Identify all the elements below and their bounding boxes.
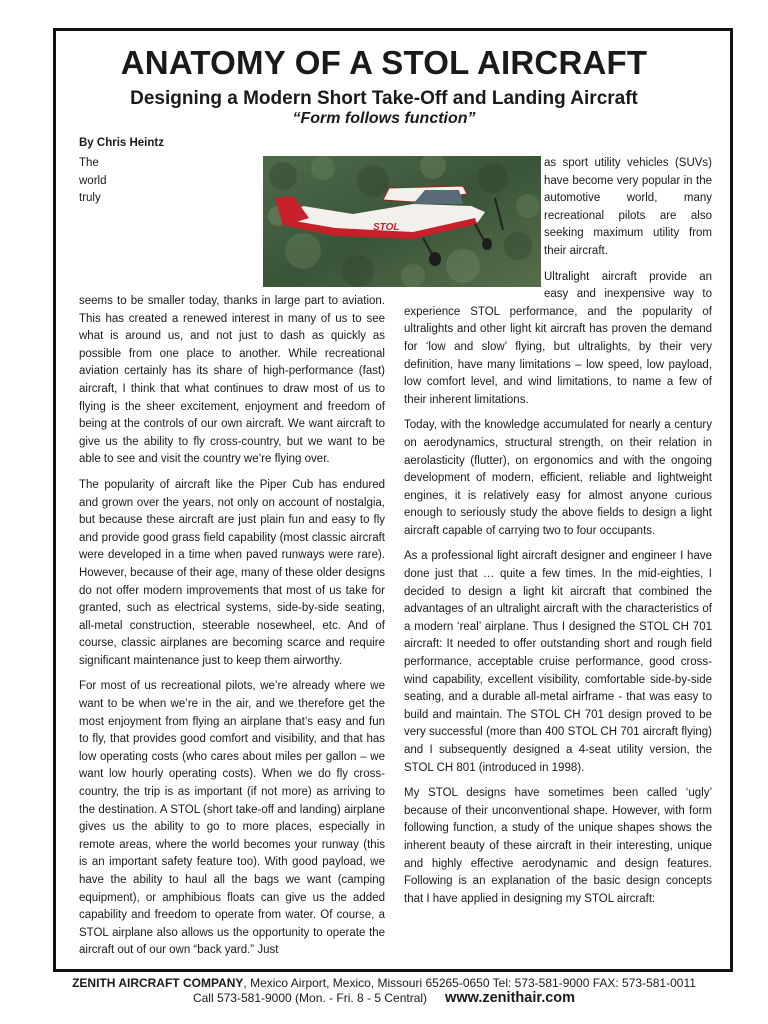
article-title: ANATOMY OF A STOL AIRCRAFT (120, 44, 648, 81)
left-paragraph-1: The world truly seems to be smaller today, thanks in large part to aviation. This has created a renewed interest in many of us to see what is around us, and not just to dash as quickly as possible from one place to another. While recreational aviation certainly has its share of high-performance (fast) aircraft, I think that what continues to draw most of us to flying is the sheer excitement, enjoyment and freedom of being at the controls of our own aircraft. We want aircraft to give us the ability to fly cross-country, but we want to be able to see and visit the country we’re flying over. (79, 157, 385, 466)
footer (0, 976, 768, 1006)
company-name: ZENITH AIRCRAFT COMPANY (72, 976, 244, 990)
right-paragraph-3: Today, with the knowledge accumulated for nearly a century on aerodynamics, structural strength, on their relation in aerolasticity (flutter), on ergonomics and with the ongoing development of modern, efficient, reliable and lightweight engines, it is relatively easy for almost anyone curious enough to seriously study the above fields to design a light aircraft capable of carrying two to four occupants. (404, 419, 712, 537)
footer-line-2 (0, 991, 768, 1006)
aircraft-illustration (263, 156, 541, 287)
footer-line-1 (0, 976, 768, 991)
call-hours: Call 573-581-9000 (Mon. - Fri. 8 - 5 Central) (192, 991, 428, 1005)
right-paragraph-2: Ultralight aircraft provide an easy and inexpensive way to experience STOL performance, and the popularity of ultralights and other light kit aircraft has proven the demand for ‘low and slow’ flying, but ultralights, by their very definition, have many limitations – low speed, low payload, low comfort level, and wind limitations, to name a few of their inherent limitations. (404, 270, 712, 406)
article-subtitle: Designing a Modern Short Take-Off and Landing Aircraft (130, 88, 638, 109)
author-byline: By Chris Heintz (79, 137, 164, 149)
aircraft-label: STOL (373, 222, 400, 233)
website-link[interactable]: www.zenithair.com (445, 990, 576, 1006)
left-paragraph-3: For most of us recreational pilots, we’re already where we want to be when we’re in the air, and we therefore get the most enjoyment from flying an airplane that’s easy and fun to fly, that provides good comfort and visibility, and that has low operating costs (who cares about miles per gallon – we want low hourly operating costs). When we do fly cross-country, the trip is as important (if not more) as arriving to the destination. A STOL (short take-off and landing) airplane gives us the ability to go to more places, especially in remote areas, where the world becomes your runway (this is an important safety feature too). With good payload, we have the ability to haul all the bags we want (camping equipment), or amphibious floats can give us the added capability and freedom to operate from water. Of course, a STOL airplane also allows us the opportunity to operate the aircraft out of our own “back yard.” Just (79, 680, 385, 957)
right-paragraph-1: as sport utility vehicles (SUVs) have become very popular in the automotive world, many recreational pilots are also seeking maximum utility from their aircraft. (544, 157, 712, 257)
company-address: , Mexico Airport, Mexico, Missouri 65265-0650 Tel: 573-581-9000 FAX: 573-581-0011 (243, 976, 696, 990)
left-paragraph-2: The popularity of aircraft like the Piper Cub has endured and grown over the years, not only on account of nostalgia, but because these aircraft are just plain fun and easy to fly and provide good grass field capability (most classic aircraft were developed in a time when paved runways were rare). However, because of their age, many of these older designs do not offer modern improvements that most of us take for granted, such as electrical systems, side-by-side seating, all-metal construction, steerable nosewheel, etc. And of course, classic airplanes are becoming scarce and require significant maintenance just to keep them airworthy. (79, 478, 385, 667)
right-paragraph-5: My STOL designs have sometimes been called ‘ugly’ because of their unconventional shape. However, with form following function, a study of the unique shapes shows the inherent beauty of these aircraft in their interesting, unique and highly effective aerodynamic and design features. Following is an explanation of the basic design concepts that I have applied in designing my STOL aircraft: (404, 787, 712, 905)
right-paragraph-4: As a professional light aircraft designer and engineer I have done just that … quite a few times. In the mid-eighties, I decided to design a light kit aircraft that combined the advantages of an ultralight aircraft with the characteristics of a modern ‘real’ airplane. Thus I designed the STOL CH 701 aircraft: It needed to offer outstanding short and rough field performance, acceptable cruise performance, good cross-wind capability, excellent visibility, comfortable side-by-side seating, and a durable all-metal airframe - that was easy to build and maintain. The STOL CH 701 design proved to be very successful (more than 400 STOL CH 701 aircraft flying) and I subsequently designed a 4-seat utility version, the STOL CH 801 (introduced in 1998). (404, 550, 712, 774)
article-motto: “Form follows function” (292, 110, 476, 127)
aircraft-photo (263, 156, 541, 287)
